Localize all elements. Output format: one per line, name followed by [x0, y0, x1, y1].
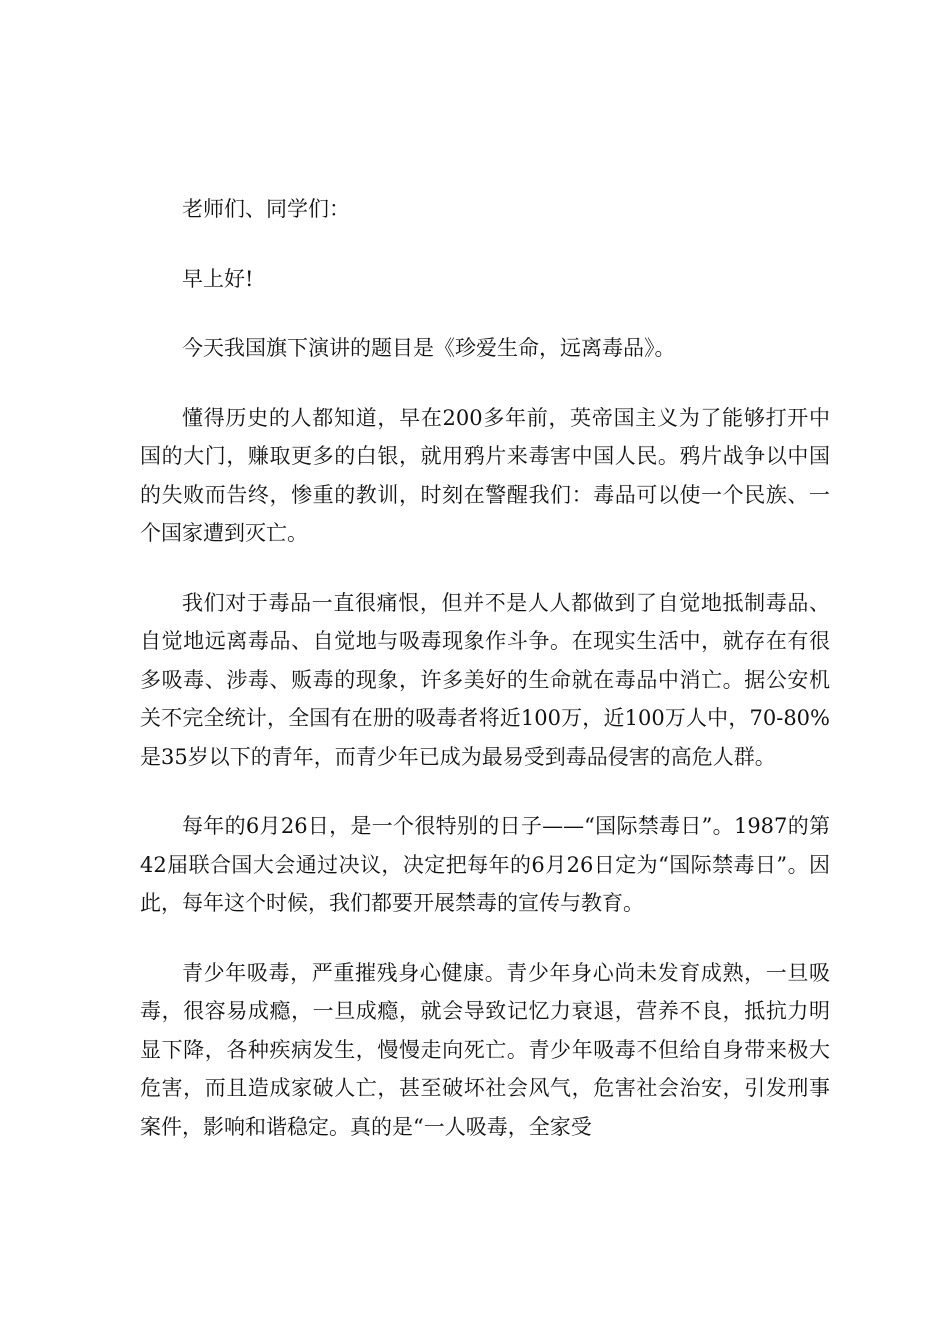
- greeting-line: 老师们、同学们：: [182, 197, 350, 221]
- statistics-paragraph: 我们对于毒品一直很痛恨，但并不是人人都做到了自觉地抵制毒品、自觉地远离毒品、自觉地与吸毒现象作斗争。在现实生活中，就存在有很多吸毒、涉毒、贩毒的现象，许多美好的生命就在毒品中消亡。据公安机关不完全统计，全国有在册的吸毒者将近100万，近100万人中，70-80%是35岁以下的青年，而青少年已成为最易受到毒品侵害的高危人群。: [140, 590, 830, 769]
- topic-paragraph: 今天我国旗下演讲的题目是《珍爱生命，远离毒品》。: [182, 336, 676, 360]
- anti-drug-day-paragraph: 每年的6月26日，是一个很特别的日子——“国际禁毒日”。1987的第42届联合国大会通过决议，决定把每年的6月26日定为“国际禁毒日”。因此，每年这个时候，我们都要开展禁毒的宣传与教育。: [140, 814, 830, 915]
- speech-body: [140, 190, 830, 1177]
- youth-harm-paragraph: 青少年吸毒，严重摧残身心健康。青少年身心尚未发育成熟，一旦吸毒，很容易成瘾，一旦成瘾，就会导致记忆力衰退，营养不良，抵抗力明显下降，各种疾病发生，慢慢走向死亡。青少年吸毒不但给自身带来极大危害，而且造成家破人亡，甚至破坏社会风气，危害社会治安，引发刑事案件，影响和谐稳定。真的是“一人吸毒，全家受: [140, 960, 830, 1139]
- salutation-line: 早上好!: [182, 266, 254, 291]
- history-paragraph: 懂得历史的人都知道，早在200多年前，英帝国主义为了能够打开中国的大门，赚取更多的白银，就用鸦片来毒害中国人民。鸦片战争以中国的失败而告终，惨重的教训，时刻在警醒我们：毒品可以使一个民族、一个国家遭到灭亡。: [140, 405, 830, 545]
